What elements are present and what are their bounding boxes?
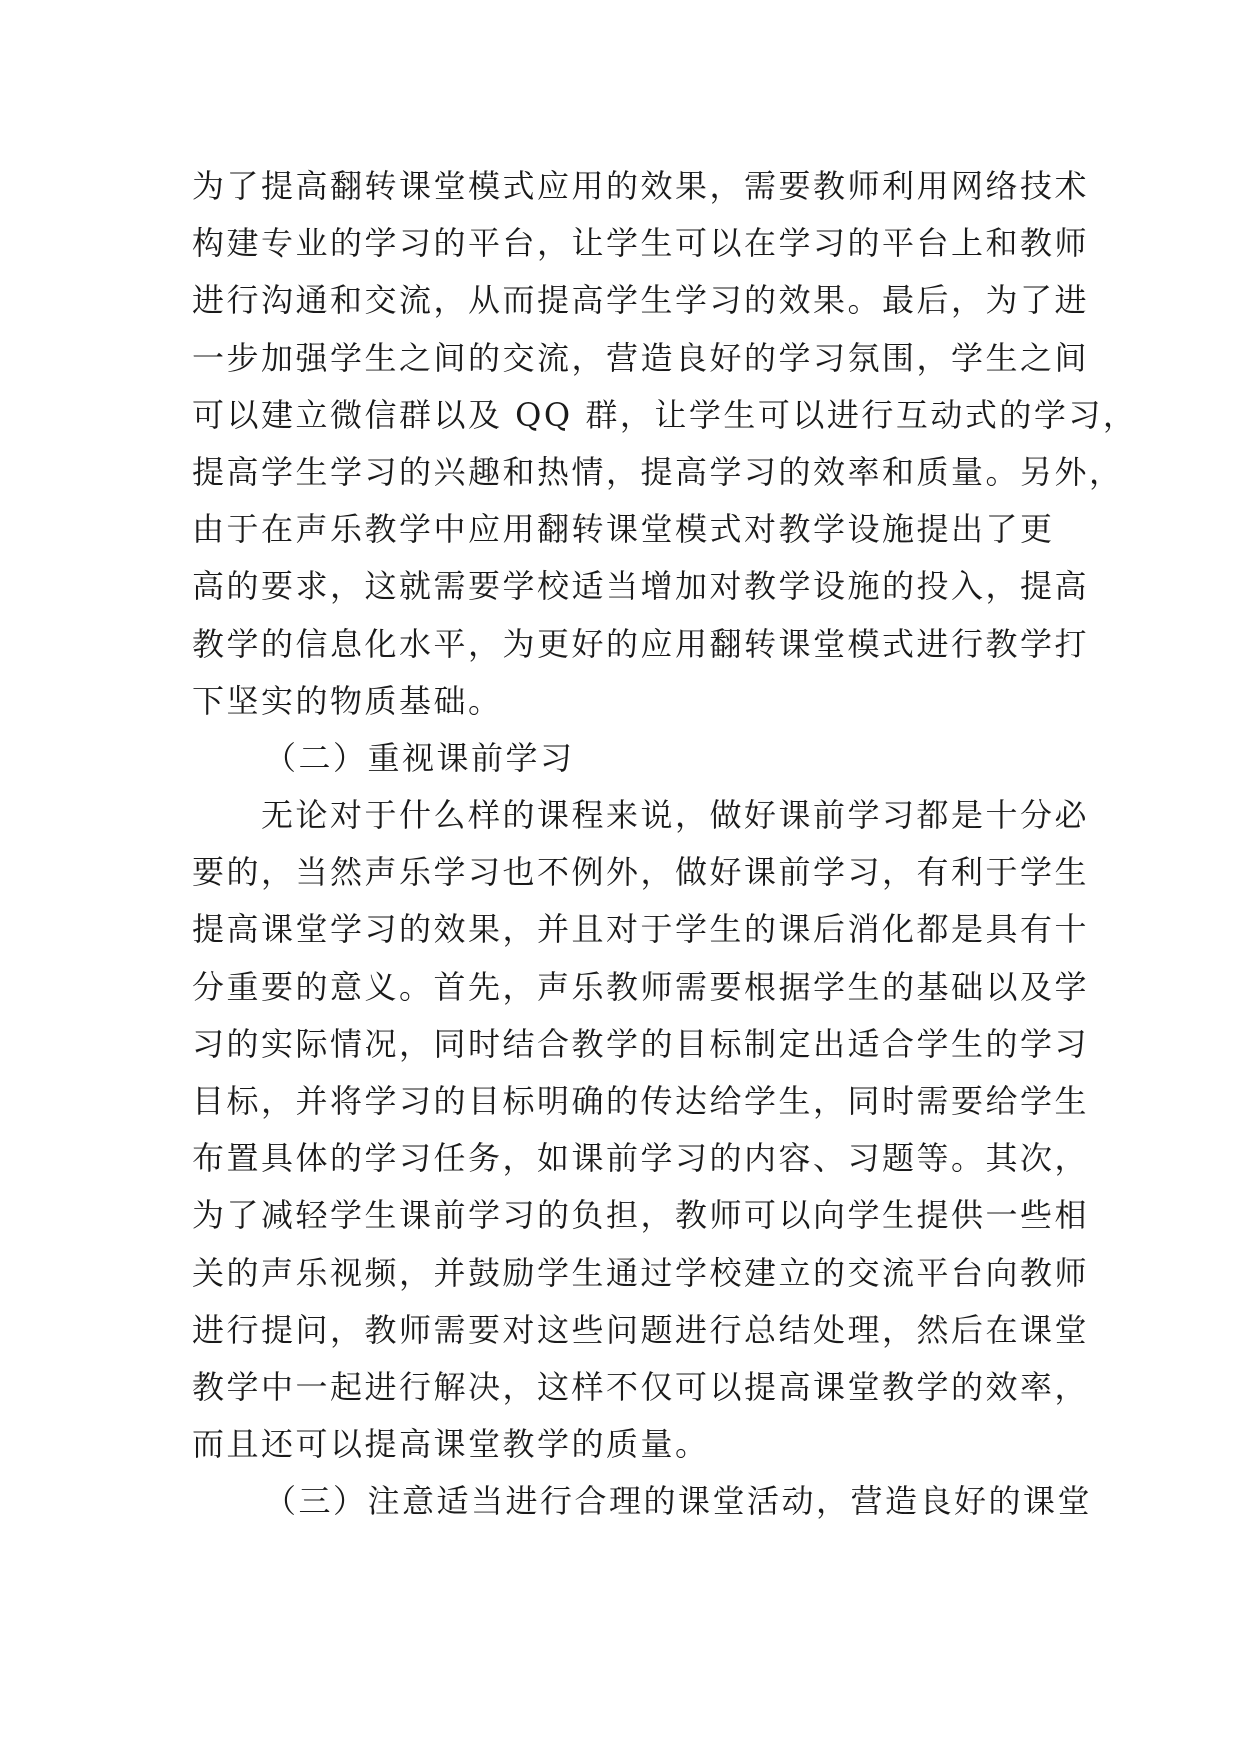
text-line: 为了提高翻转课堂模式应用的效果，需要教师利用网络技术 bbox=[192, 167, 1090, 205]
section-heading: （三）注意适当进行合理的课堂活动，营造良好的课堂 bbox=[264, 1482, 1093, 1521]
text-line: 一步加强学生之间的交流，营造良好的学习氛围，学生之间 bbox=[192, 338, 1090, 377]
text-line: 提高学生学习的兴趣和热情，提高学习的效率和质量。另外， bbox=[192, 452, 1124, 491]
text-line: 下坚实的物质基础。 bbox=[192, 681, 503, 720]
text-line: 分重要的意义。首先，声乐教师需要根据学生的基础以及学 bbox=[192, 967, 1090, 1006]
text-line: 关的声乐视频，并鼓励学生通过学校建立的交流平台向教师 bbox=[192, 1253, 1090, 1292]
text-line: 构建专业的学习的平台，让学生可以在学习的平台上和教师 bbox=[192, 224, 1090, 263]
text-line: 进行提问，教师需要对这些问题进行总结处理，然后在课堂 bbox=[192, 1310, 1090, 1349]
text-line: 为了减轻学生课前学习的负担，教师可以向学生提供一些相 bbox=[192, 1196, 1090, 1235]
section-heading: （二）重视课前学习 bbox=[264, 738, 575, 777]
text-line: 进行沟通和交流，从而提高学生学习的效果。最后，为了进 bbox=[192, 281, 1090, 320]
text-line: 由于在声乐教学中应用翻转课堂模式对教学设施提出了更 bbox=[192, 510, 1055, 549]
document-body bbox=[192, 158, 1138, 1531]
text-line: 布置具体的学习任务，如课前学习的内容、习题等。其次， bbox=[192, 1139, 1090, 1178]
text-line: 教学中一起进行解决，这样不仅可以提高课堂教学的效率， bbox=[192, 1367, 1090, 1406]
text-line: 而且还可以提高课堂教学的质量。 bbox=[192, 1425, 710, 1464]
paragraph-first-line: 无论对于什么样的课程来说，做好课前学习都是十分必 bbox=[261, 796, 1090, 835]
text-line: 要的，当然声乐学习也不例外，做好课前学习，有利于学生 bbox=[192, 853, 1090, 892]
text-line: 可以建立微信群以及 QQ 群，让学生可以进行互动式的学习， bbox=[192, 395, 1138, 434]
text-line: 目标，并将学习的目标明确的传达给学生，同时需要给学生 bbox=[192, 1082, 1090, 1120]
text-line: 教学的信息化水平，为更好的应用翻转课堂模式进行教学打 bbox=[192, 624, 1090, 663]
text-line: 高的要求，这就需要学校适当增加对教学设施的投入，提高 bbox=[192, 567, 1090, 606]
text-line: 习的实际情况，同时结合教学的目标制定出适合学生的学习 bbox=[192, 1024, 1090, 1063]
text-line: 提高课堂学习的效果，并且对于学生的课后消化都是具有十 bbox=[192, 910, 1090, 949]
